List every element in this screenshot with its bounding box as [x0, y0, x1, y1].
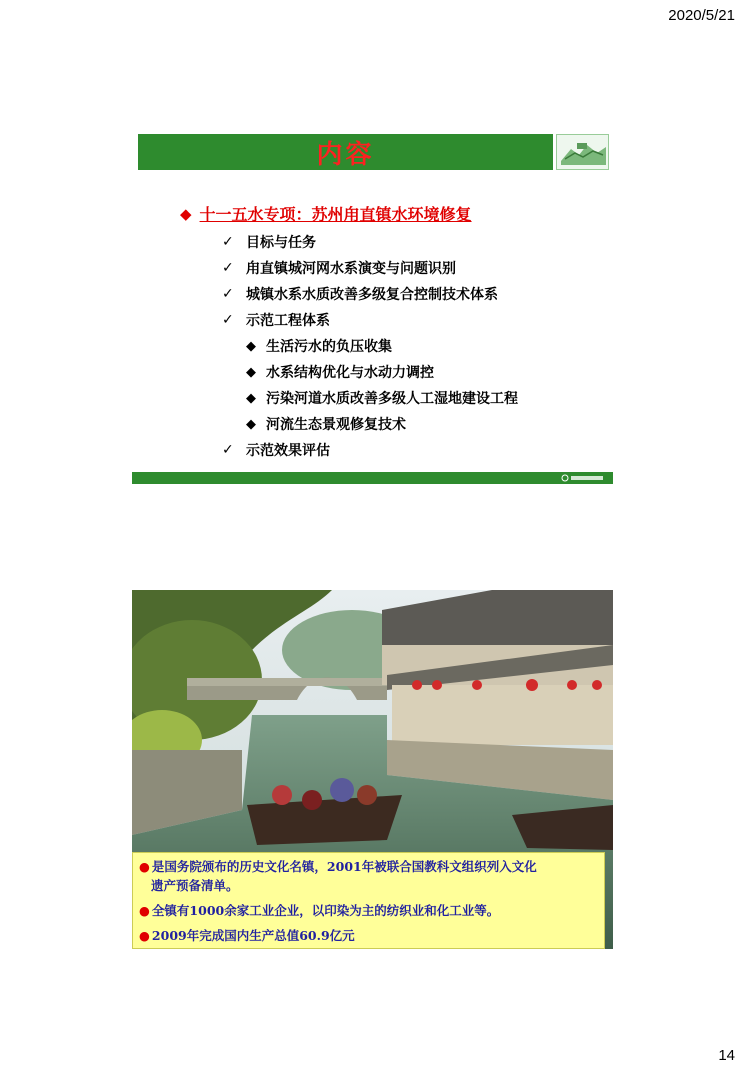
logo-image: [556, 134, 609, 170]
list-item: [222, 310, 330, 330]
sub-item: [246, 362, 434, 382]
section-heading: [180, 202, 472, 225]
bullet-icon: ●: [139, 859, 150, 874]
list-item-text: 目标与任务: [246, 235, 316, 251]
diamond-bullet-icon: ◆: [180, 204, 192, 223]
title-bar: [138, 134, 553, 170]
footer-bar: [132, 472, 613, 484]
check-icon: ✓: [222, 260, 234, 276]
sub-item: [246, 414, 406, 434]
list-item: [222, 232, 316, 252]
caption-line: [139, 901, 598, 920]
slide-title: 内容: [316, 139, 375, 170]
list-item-text: 甪直镇城河网水系演变与问题识别: [246, 261, 456, 277]
footer-logo-icon: [561, 473, 605, 483]
caption-line: [139, 926, 598, 945]
slide-town-photo: [132, 590, 613, 949]
diamond-bullet-icon: ◆: [246, 338, 256, 354]
list-item-text: 示范工程体系: [246, 313, 330, 329]
check-icon: ✓: [222, 312, 234, 328]
diamond-bullet-icon: ◆: [246, 416, 256, 432]
heading-text: 十一五水专项：苏州甪直镇水环境修复: [199, 205, 472, 224]
bullet-icon: ●: [139, 928, 150, 943]
print-date: 2020/5/21: [668, 7, 735, 24]
page-number: 14: [718, 1047, 735, 1064]
diamond-bullet-icon: ◆: [246, 390, 256, 406]
slide-contents: [132, 128, 613, 485]
caption-text: 是国务院颁布的历史文化名镇，2001年被联合国教科文组织列入文化: [151, 859, 537, 874]
list-item: [222, 440, 330, 460]
caption-box: [132, 852, 605, 949]
sub-item-text: 污染河道水质改善多级人工湿地建设工程: [266, 391, 518, 407]
sub-item-text: 河流生态景观修复技术: [266, 417, 406, 433]
check-icon: ✓: [222, 234, 234, 250]
sub-item-text: 水系结构优化与水动力调控: [266, 365, 434, 381]
caption-text: 2009年完成国内生产总值60.9亿元: [151, 928, 355, 943]
bullet-icon: ●: [139, 903, 150, 918]
sub-item-text: 生活污水的负压收集: [266, 339, 392, 355]
sub-item: [246, 336, 392, 356]
caption-text: 全镇有1000余家工业企业，以印染为主的纺织业和化工业等。: [151, 903, 500, 918]
caption-line: [139, 876, 598, 895]
check-icon: ✓: [222, 442, 234, 458]
caption-line: [139, 857, 598, 876]
list-item-text: 城镇水系水质改善多级复合控制技术体系: [246, 287, 498, 303]
list-item-text: 示范效果评估: [246, 443, 330, 459]
list-item: [222, 258, 456, 278]
check-icon: ✓: [222, 286, 234, 302]
sub-item: [246, 388, 518, 408]
list-item: [222, 284, 498, 304]
caption-text: 遗产预备清单。: [151, 878, 239, 893]
diamond-bullet-icon: ◆: [246, 364, 256, 380]
